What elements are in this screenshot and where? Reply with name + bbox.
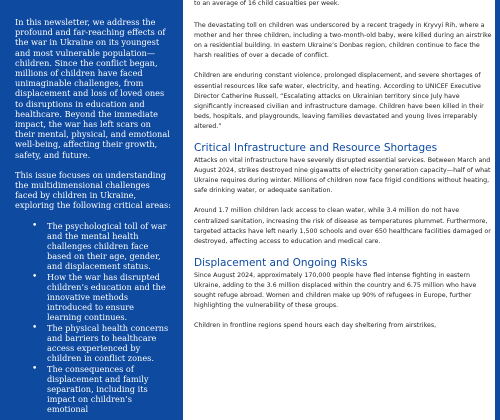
column-gutter	[183, 0, 191, 420]
section-heading-infrastructure: Critical Infrastructure and Resource Shortages	[194, 142, 438, 155]
paragraph-displacement: Since August 2024, approximately 170,000 people have fled intense fighting in eastern Ukraine, adding to the 3.6 million displaced within the country and 6.75 million who have sought refuge abroad. Women and children make up 90% of refugees in Europe, further highlighting the vulnerability of these groups.	[194, 271, 477, 310]
focus-list	[15, 221, 171, 415]
intro-paragraph: In this newsletter, we address the profound and far-reaching effects of the war in Ukraine on its youngest and most vulnerable population—children. Since the conflict began, millions of children have faced unimaginable challenges, from displacement and loss of loved ones to disruptions in education and healthcare. Beyond the immediate impact, the war has left scars on their mental, physical, and emotional well-being, affecting their growth, safety, and future.	[15, 17, 170, 160]
list-item: • How the war has disrupted children’s education and the innovative methods introduced to ensure learning continues.	[15, 272, 171, 323]
list-item: • The psychological toll of war and the mental health challenges children face based on their age, gender, and displacement status.	[15, 221, 171, 272]
paragraph-water: Around 1.7 million children lack access to clean water, while 3.4 million do not have centralized sanitation, increasing the risk of disease as temperatures plummet. Furthermore, targeted attacks have left nearly 1,500 schools and over 650 healthcare facilities damaged or destroyed, affecting access to education and medical care.	[194, 207, 491, 245]
focus-paragraph: This issue focuses on understanding the multidimensional challenges faced by children in Ukraine, exploring the following critical areas:	[15, 169, 171, 211]
right-accent-bar	[495, 0, 500, 420]
paragraph-shelter: Children in frontline regions spend hours each day sheltering from airstrikes,	[194, 322, 437, 330]
paragraph-kryvyi-rih: The devastating toll on children was underscored by a recent tragedy in Kryvyi Rih, where a mother and her three children, including a two-month-old baby, were killed during an airstrike on a residential building. In eastern Ukraine’s Donbas region, children continue to face the harsh realities of over a decade of conflict.	[194, 22, 492, 60]
sidebar-intro	[0, 0, 183, 420]
article-body	[194, 0, 494, 420]
paragraph-attacks: Attacks on vital infrastructure have severely disrupted essential services. Between March and August 2024, strikes destroyed nine gigawatts of electricity generation capacity—half of what Ukraine requires during winter. Millions of children now face frigid conditions without heating, safe drinking water, or adequate sanitation.	[194, 157, 491, 195]
paragraph-violence: Children are enduring constant violence, prolonged displacement, and severe shortages of essential resources like safe water, electricity, and heating. According to UNICEF Executive Director Catherine Russell, “Escalating attacks on Ukrainian territory since July have significantly increased civilian and infrastructure damage. Children have been killed in their beds, hospitals, and playgrounds, leaving families devastated and young lives irreparably altered.”	[194, 72, 484, 130]
section-heading-displacement: Displacement and Ongoing Risks	[194, 256, 368, 269]
list-item: • The physical health concerns and barriers to healthcare access experienced by children in conflict zones.	[15, 323, 171, 364]
paragraph-casualties: to an average of 16 child casualties per week.	[194, 0, 340, 7]
list-item: • The consequences of displacement and family separation, including its impact on children’s emotional	[15, 364, 171, 415]
